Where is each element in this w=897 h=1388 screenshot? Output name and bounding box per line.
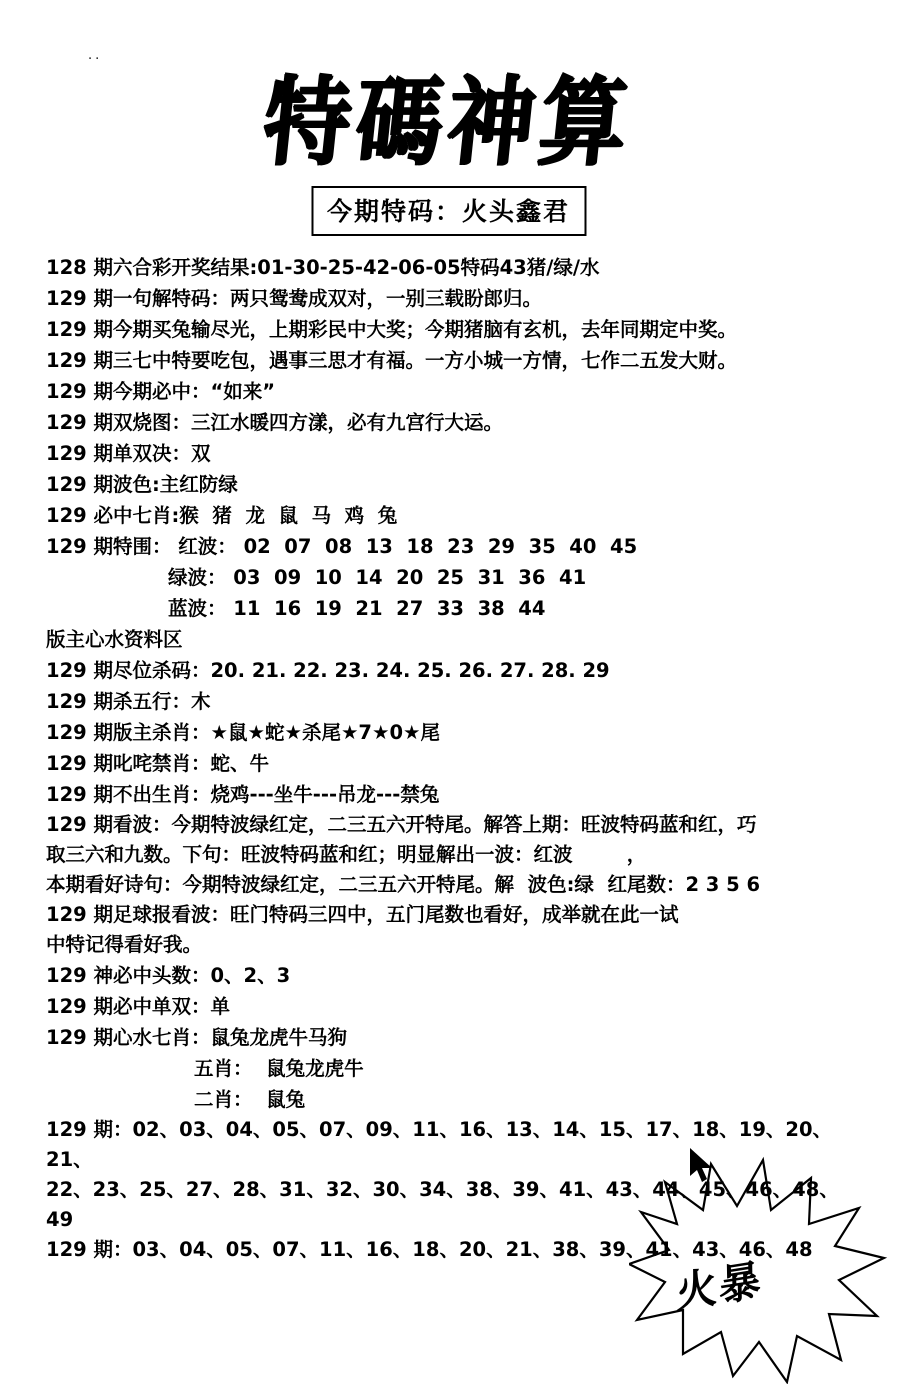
line-wave-watch-129: 129 期看波：今期特波绿红定，二三五六开特尾。解答上期：旺波特码蓝和红，巧	[46, 813, 757, 836]
line-football-wave-129b: 中特记得看好我。	[46, 933, 203, 956]
line-heart-seven-129: 129 期心水七肖：鼠兔龙虎牛马狗	[46, 1026, 347, 1049]
line-numbers-129-c: 129 期：03、04、05、07、11、16、18、20、21、38、39、41、43、46、48	[46, 1238, 813, 1261]
line-seven-zodiac-129: 129 必中七肖:猴 猪 龙 鼠 马 鸡 兔	[46, 504, 398, 527]
line-range-blue-129: 蓝波： 11 16 19 21 27 33 38 44	[168, 597, 546, 620]
line-head-number-129: 129 神必中头数：0、2、3	[46, 964, 291, 987]
line-numbers-129-b: 22、23、25、27、28、31、32、30、34、38、39、41、43、44、45、46、48、49	[46, 1178, 839, 1231]
starburst-label: 火暴	[675, 1254, 763, 1319]
line-must-hit-129: 129 期今期必中：“如来”	[46, 380, 276, 403]
starburst-stamp	[629, 1154, 889, 1384]
line-good-poem-129: 本期看好诗句：今期特波绿红定，二三五六开特尾。解 波色:绿 红尾数：2 3 5 6	[46, 873, 761, 896]
content-body	[46, 252, 856, 1265]
line-range-red-129: 129 期特围： 红波： 02 07 08 13 18 23 29 35 40 45	[46, 535, 638, 558]
line-heart-two-129: 二肖： 鼠兔	[194, 1088, 306, 1111]
line-double-burn-129: 129 期双烧图：三江水暖四方漾，必有九宫行大运。	[46, 411, 503, 434]
line-heart-five-129: 五肖： 鼠兔龙虎牛	[194, 1057, 364, 1080]
line-owner-kill-zodiac-129: 129 期版主杀肖：★鼠★蛇★杀尾★7★0★尾	[46, 721, 441, 744]
line-football-wave-129: 129 期足球报看波：旺门特码三四中，五门尾数也看好，成举就在此一试	[46, 903, 679, 926]
line-tail-kill-129: 129 期尽位杀码：20. 21. 22. 23. 24. 25. 26. 27. 28. 29	[46, 659, 610, 682]
subtitle-text: 今期特码：火头鑫君	[326, 197, 571, 226]
line-verse-129: 129 期一句解特码：两只鸳鸯成双对，一别三载盼郎归。	[46, 287, 542, 310]
line-odd-even-129: 129 期单双决：双	[46, 442, 211, 465]
line-result-128: 128 期六合彩开奖结果:01-30-25-42-06-05特码43猪/绿/水	[46, 256, 600, 279]
line-buy-rabbit-129: 129 期今期买兔输尽光，上期彩民中大奖；今期猪脑有玄机，去年同期定中奖。	[46, 318, 737, 341]
page-title-text: 特碼神算	[257, 65, 638, 179]
line-three-seven-129: 129 期三七中特要吃包，遇事三思才有福。一方小城一方情，七作二五发大财。	[46, 349, 737, 372]
line-numbers-129-a: 129 期：02、03、04、05、07、09、11、16、13、14、15、17、18、19、20、21、	[46, 1118, 833, 1171]
line-not-born-zodiac-129: 129 期不出生肖：烧鸡---坐牛---吊龙---禁兔	[46, 783, 440, 806]
line-kill-five-elements-129: 129 期杀五行：木	[46, 690, 211, 713]
top-dots: ..	[88, 48, 103, 63]
page-title	[0, 52, 897, 179]
line-section-owner: 版主心水资料区	[46, 628, 183, 651]
line-forbid-zodiac-129: 129 期叱咤禁肖：蛇、牛	[46, 752, 269, 775]
line-must-odd-even-129: 129 期必中单双：单	[46, 995, 230, 1018]
subtitle-box	[311, 186, 586, 236]
line-wave-color-129: 129 期波色:主红防绿	[46, 473, 238, 496]
line-range-green-129: 绿波： 03 09 10 14 20 25 31 36 41	[168, 566, 587, 589]
line-wave-watch-129b: 取三六和九数。下句：旺波特码蓝和红；明显解出一波：红波 ，	[46, 843, 647, 866]
